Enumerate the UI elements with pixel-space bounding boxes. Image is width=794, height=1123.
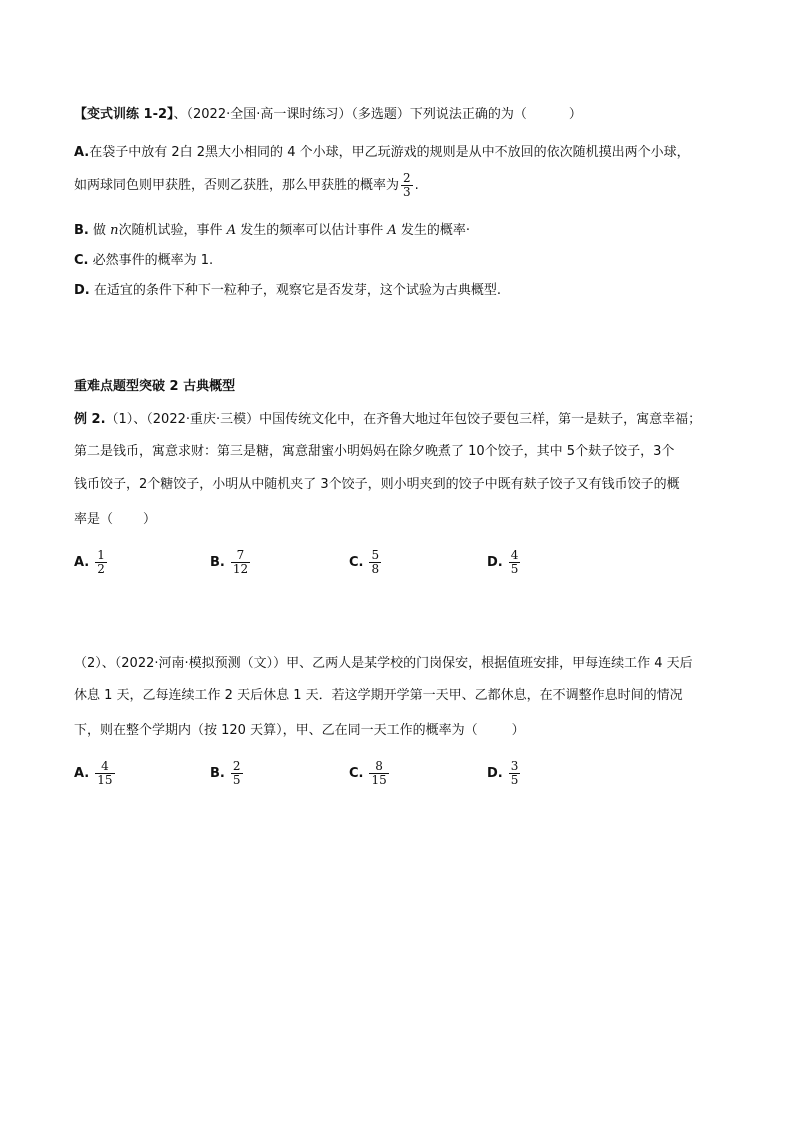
example-2-part-1-text-1: （1）、（2022·重庆·三模）中国传统文化中，在齐鲁大地过年包饺子要包三样，第一是麸子，寓意幸福； [105,412,702,427]
choice-d: D. $\frac{3}{5}$ [487,758,519,787]
choice-fraction: $\frac{4}{15}$ [97,758,113,787]
option-c-line [74,254,213,267]
choice-fraction: $\frac{5}{8}$ [371,547,380,576]
example-2-part-2-line-2: 休息 1 天，乙每连续工作 2 天后休息 1 天．若这学期开学第一天甲、乙都休息，在不调整作息时间的情况 [74,688,683,703]
exercise-tag: 【变式训练 1-2】 [74,107,174,122]
question-1-stem [74,108,582,121]
section-heading [74,380,235,393]
option-c-text: 必然事件的概率为 1. [92,253,214,268]
choice-b: B. $\frac{2}{5}$ [210,758,241,787]
option-d-text: 在适宜的条件下种下一粒种子，观察它是否发芽，这个试验为古典概型. [93,283,502,298]
option-b-text-1: 做 [93,223,107,238]
option-d-line [74,284,501,297]
example-2-part-1-line-4: 率是（ ） [74,512,157,527]
choice-d: D. $\frac{4}{5}$ [487,547,519,576]
option-b-text-2: 次随机试验，事件 [118,223,223,238]
option-a-text-1: 在袋子中放有 2白 2黑大小相同的 4 个小球，甲乙玩游戏的规则是从中不放回的依次随机摸出两个小球， [89,145,690,160]
choice-c: C. $\frac{5}{8}$ [349,547,380,576]
option-c-label: C. [74,253,89,268]
example-2-part-1-line-3: 钱币饺子，2个糖饺子，小明从中随机夹了 3个饺子，则小明夹到的饺子中既有麸子饺子又有钱币饺子的概 [74,477,680,492]
example-2-part-1-options [74,545,534,579]
fraction-numerator: 2 [403,171,411,185]
answer-blank-close: ） [568,107,582,122]
option-a-line-1 [74,146,690,159]
question-1-source: 、（2022·全国·高一课时练习）（多选题）下列说法正确的为（ [173,107,527,122]
section-subtitle: 古典概型 [183,379,236,394]
variable-a: A [387,223,397,238]
example-2-part-2-options [74,756,534,790]
section-title: 重难点题型突破 2 [74,379,179,394]
choice-fraction: $\frac{3}{5}$ [510,758,519,787]
option-b-text-3: 发生的频率可以估计事件 [240,223,384,238]
choice-fraction: $\frac{2}{5}$ [232,758,241,787]
example-2-part-1-line-2: 第二是钱币，寓意求财：第三是糖，寓意甜蜜小明妈妈在除夕晚煮了 10个饺子，其中 5个麸子饺子，3个 [74,444,675,459]
variable-a: A [226,223,237,238]
option-b-label: B. [74,223,89,238]
example-2-part-2-line-1: （2）、（2022·河南·模拟预测（文））甲、乙两人是某学校的门岗保安，根据值班安排，甲每连续工作 4 天后 [74,656,693,671]
option-d-label: D. [74,283,90,298]
option-b-text-4: 发生的概率· [400,223,471,238]
choice-fraction: $\frac{4}{5}$ [510,547,519,576]
example-2-part-1-line-1 [74,413,701,426]
option-a-text-2: 如两球同色则甲获胜，否则乙获胜，那么甲获胜的概率为 [74,178,400,193]
choice-fraction: $\frac{7}{12}$ [232,547,249,576]
option-a-end: . [414,178,419,193]
choice-b: B. $\frac{7}{12}$ [210,547,249,576]
option-a-line-2 [74,172,419,199]
option-a-label: A. [74,145,90,160]
choice-c: C. $\frac{8}{15}$ [349,758,387,787]
choice-fraction: $\frac{8}{15}$ [371,758,387,787]
choice-a: A. $\frac{1}{2}$ [74,547,105,576]
choice-fraction: $\frac{1}{2}$ [97,547,105,576]
option-b-line [74,224,470,237]
variable-n: n [110,223,119,238]
choice-a: A. $\frac{4}{15}$ [74,758,113,787]
example-2-part-2-line-3: 下，则在整个学期内（按 120 天算），甲、乙在同一天工作的概率为（ ） [74,723,525,738]
option-a-fraction [401,172,413,199]
example-label: 例 2. [74,412,106,427]
fraction-denominator: 3 [403,185,411,199]
